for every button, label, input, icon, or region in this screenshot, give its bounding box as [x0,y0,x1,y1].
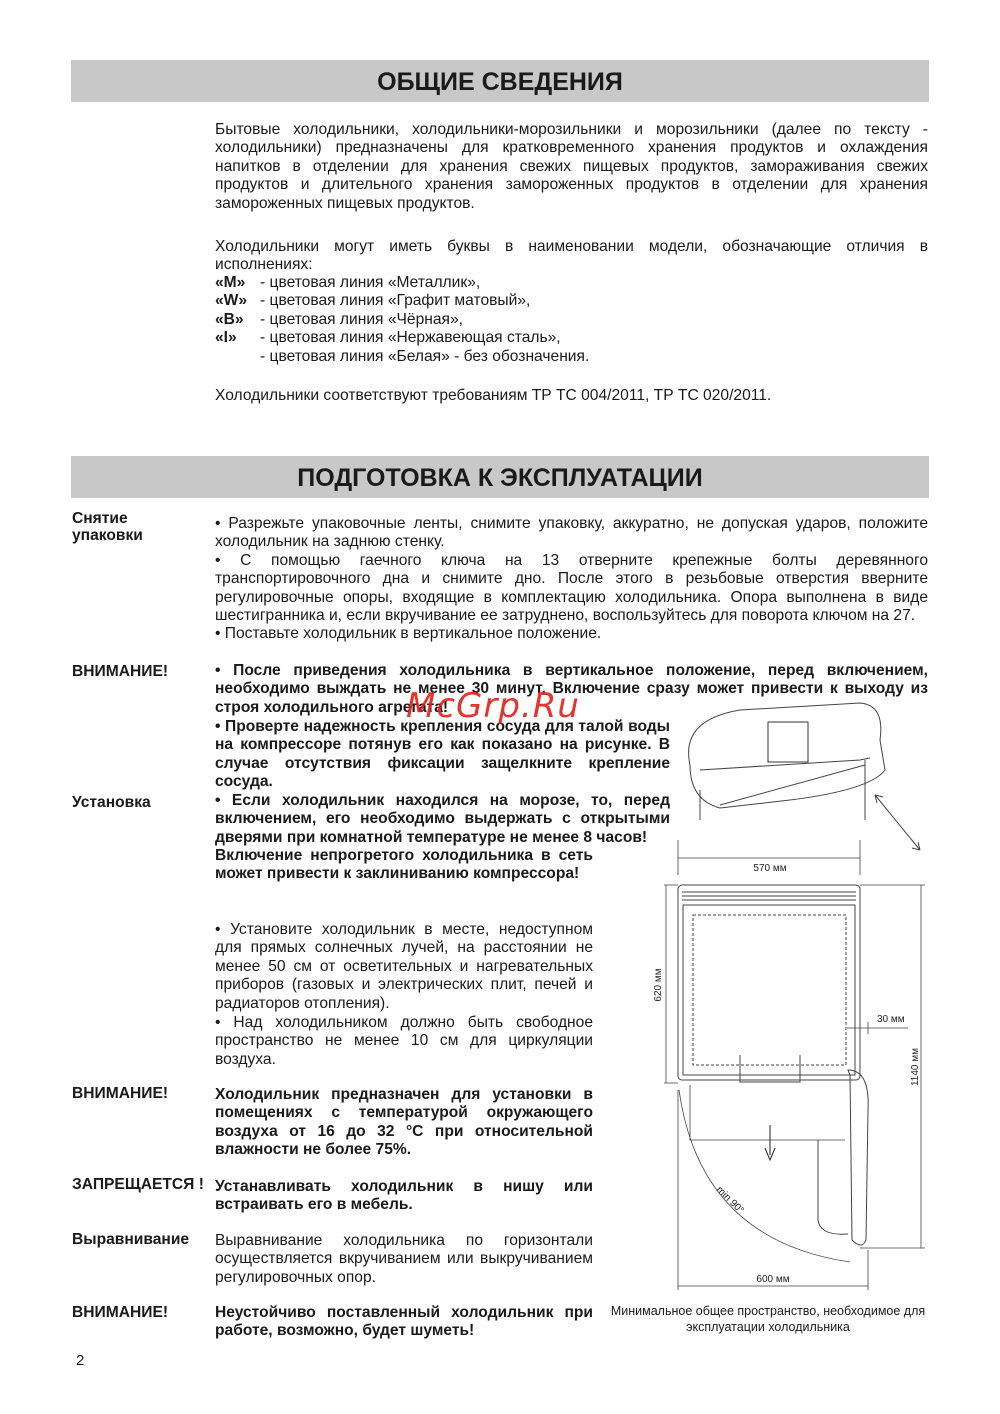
label-forbidden: ЗАПРЕЩАЕТСЯ ! [72,1176,204,1193]
label-attention-1: ВНИМАНИЕ! [72,663,169,680]
label-leveling: Выравнивание [72,1231,190,1248]
attention-1-text: • После приведения холодильника в вертикальное положение, перед включением, необходимо выждать не менее 30 минут. Включение сразу может привести к выходу из строя холодильного агрегата! [215,662,928,716]
attention-1-check-text: • Проверте надежность крепления сосуда для талой воды на компрессоре потянув его как показано на рисунке. В случае отсутствия фиксации защелкните крепление сосуда. [215,718,670,791]
gap-dimension: 30 мм [877,1014,905,1025]
total-depth-dimension: 1140 мм [910,1047,921,1087]
general-paragraph-3: Холодильники соответствуют требованиям ТР ТС 004/2011, ТР ТС 020/2011. [215,387,772,404]
label-attention-2: ВНИМАНИЕ! [72,1085,169,1102]
attention-3-text: Неустойчиво поставленный холодильник при работе, возможно, будет шуметь! [215,1304,593,1340]
install-text-2: • Над холодильником должно быть свободное пространство не менее 10 см для циркуляции воздуха. [215,1014,593,1068]
variant-item: «M» - цветовая линия «Металлик», [215,274,481,291]
attention-2-text: Холодильник предназначен для установки в помещениях с температурой окружающего воздуха от 16 до 32 °С при относительной влажности не более 75%. [215,1086,593,1159]
door-angle-label: min 90° [713,1184,746,1217]
variant-item: «I» - цветовая линия «Нержавеющая сталь», [215,329,561,347]
diagram-caption: Минимальное общее пространство, необходимое для эксплуатации холодильника [610,1304,926,1334]
width-dimension: 570 мм [753,863,787,874]
unpack-text: • Разрежьте упаковочные ленты, снимите упаковку, аккуратно, не допуская ударов, положите холодильник на заднюю стенку. • С помощью гаечного ключа на 13 отверните крепежные болты деревянного транспортировочного дна и снимите дно. После этого в резьбовые отверстия вверните регулировочные опоры, входящие в комплектацию холодильника. Опора выполнена в виде шестигранника и, если вкручивание ее затруднено, воспользуйтесь для поворота ключом на 27. • Поставьте холодильник в вертикальное положение. [215,515,928,643]
bottom-width-dimension: 600 мм [756,1274,790,1285]
variant-item: - цветовая линия «Белая» - без обозначения. [260,347,590,365]
section-title-preparation: ПОДГОТОВКА К ЭКСПЛУАТАЦИИ [71,456,929,498]
variant-item: «W» - цветовая линия «Графит матовый», [215,292,531,310]
label-unpack: Снятие упаковки [72,510,143,544]
install-warning: • Если холодильник находился на морозе, то, перед включением, его необходимо выдержать с открытыми дверями при комнатной температуре не менее 8 часов! [215,792,670,846]
clearance-plan-view [664,840,925,1290]
general-paragraph-1: Бытовые холодильники, холодильники-морозильники и морозильники (далее по тексту - холодильники) предназначены для кратковременного хранения продуктов и охлаждения напитков в отделении для хранения свежих пищевых продуктов, замораживания свежих продуктов и длительного хранения замороженных продуктов в отделении для хранения замороженных пищевых продуктов. [215,121,928,212]
label-install: Установка [72,794,151,811]
page-number: 2 [76,1352,85,1369]
watermark: McGrp.Ru [406,686,580,726]
install-text-1: • Установите холодильник в месте, недоступном для прямых солнечных лучей, на расстоянии не менее 50 см от осветительных и нагревательных приборов (газовых и электрических плит, печей и радиаторов отопления). [215,921,593,1012]
label-attention-3: ВНИМАНИЕ! [72,1304,169,1321]
depth-dimension: 620 мм [653,968,664,1002]
section-title-general: ОБЩИЕ СВЕДЕНИЯ [71,60,929,102]
leveling-text: Выравнивание холодильника по горизонтали осуществляется вкручиванием или выкручиванием регулировочных опор. [215,1232,593,1286]
forbidden-text: Устанавливать холодильник в нишу или встраивать его в мебель. [215,1178,593,1214]
variant-item: «B» - цветовая линия «Чёрная», [215,310,463,328]
install-warning-2: Включение непрогретого холодильника в сеть может привести к заклиниванию компрессора! [215,847,593,883]
compressor-tray-illustration [689,703,920,850]
general-paragraph-2: Холодильники могут иметь буквы в наименовании модели, обозначающие отличия в исполнениях: [215,238,928,274]
